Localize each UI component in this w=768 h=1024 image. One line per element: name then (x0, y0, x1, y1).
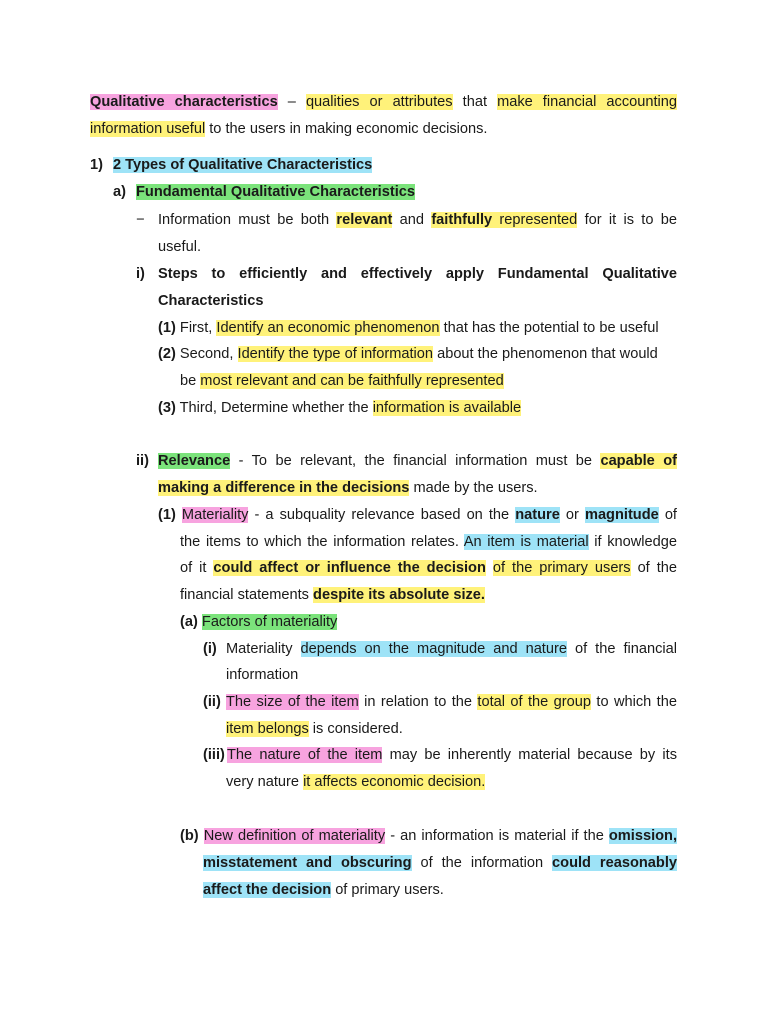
factor-ii-line-2: item belongs is considered. (226, 721, 403, 737)
bullet-dash: − (136, 212, 145, 228)
new-definition-line-3: affect the decision of primary users. (203, 882, 444, 898)
section-i-number: i) (136, 266, 145, 282)
materiality-line-4: financial statements despite its absolute size. (180, 587, 485, 603)
step-3: (3) Third, Determine whether the information is available (158, 400, 522, 416)
factor-ii-line-1: The size of the item in relation to the total of the group to which the (226, 694, 677, 710)
section-1-title: 2 Types of Qualitative Characteristics (113, 157, 373, 173)
bullet-line-2: useful. (158, 239, 201, 255)
relevance-line-2: making a difference in the decisions made by the users. (158, 480, 538, 496)
materiality-line-3: of it could affect or influence the decision of the primary users of the (180, 560, 677, 576)
section-i-line-1: Steps to efficiently and effectively apply Fundamental Qualitative (158, 266, 677, 282)
materiality-line-2: the items to which the information relates. An item is material if knowledge (180, 534, 677, 550)
factors-heading: (a) Factors of materiality (180, 614, 338, 630)
step-1: (1) First, Identify an economic phenomenon that has the potential to be useful (158, 320, 659, 336)
step-2-line-1: (2) Second, Identify the type of information about the phenomenon that would (158, 346, 658, 362)
bullet-line-1: Information must be both relevant and faithfully represented for it is to be (158, 212, 677, 228)
section-i-line-2: Characteristics (158, 293, 264, 309)
factor-ii-number: (ii) (203, 694, 221, 710)
factor-iii-number: (iii) (203, 747, 225, 763)
factor-i-line-2: information (226, 667, 299, 683)
term-qualitative-characteristics: Qualitative characteristics (90, 94, 278, 110)
factor-i-line-1: Materiality depends on the magnitude and nature of the financial (226, 641, 677, 657)
section-ii-number: ii) (136, 453, 149, 469)
relevance-line-1: Relevance - To be relevant, the financial information must be capable of (158, 453, 677, 469)
intro-line-2: information useful to the users in making economic decisions. (90, 121, 488, 137)
materiality-line-1: (1) Materiality - a subquality relevance based on the nature or magnitude of (158, 507, 677, 523)
new-definition-line-2: misstatement and obscuring of the information could reasonably (203, 855, 677, 871)
section-a-title: Fundamental Qualitative Characteristics (136, 184, 415, 200)
factor-iii-line-1: The nature of the item may be inherently material because by its (227, 747, 677, 763)
new-definition-line-1: (b) New definition of materiality - an information is material if the omission, (180, 828, 678, 844)
section-a-letter: a) (113, 184, 126, 200)
intro-line-1: Qualitative characteristics – qualities or attributes that make financial accounting (90, 94, 677, 110)
factor-iii-line-2: very nature it affects economic decision. (226, 774, 486, 790)
section-1-number: 1) (90, 157, 103, 173)
step-2-line-2: be most relevant and can be faithfully represented (180, 373, 504, 389)
factor-i-number: (i) (203, 641, 217, 657)
